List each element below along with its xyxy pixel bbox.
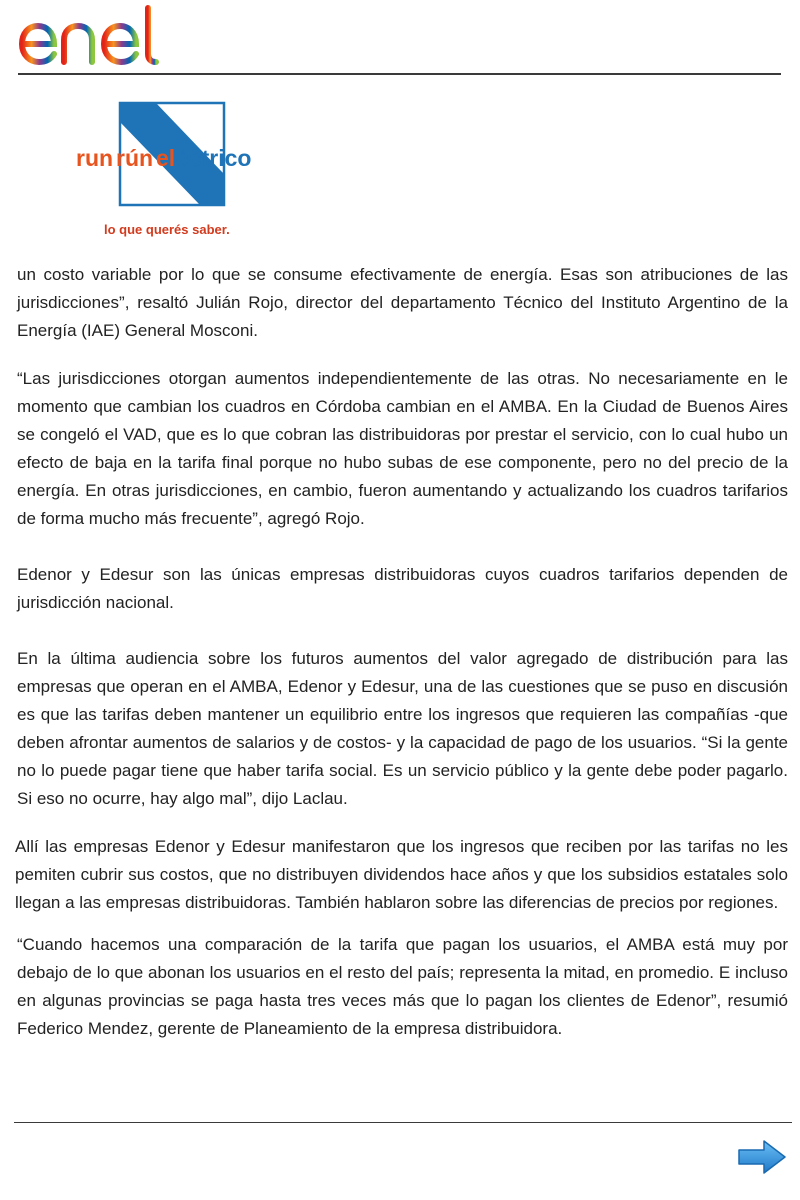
- svg-text:éctrico: éctrico: [176, 145, 252, 171]
- footer-divider: [14, 1122, 792, 1123]
- article-body: [17, 261, 788, 1043]
- article-paragraph: Allí las empresas Edenor y Edesur manifestaron que los ingresos que reciben por las tarifas no les pemiten cubrir sus costos, que no distribuyen dividendos hace años y que los subsidios estatales solo llegan a las empresas distribuidoras. También hablaron sobre las diferencias de precios por regiones.: [15, 837, 788, 912]
- runrun-logo: [70, 98, 290, 218]
- svg-text:run: run: [76, 145, 114, 171]
- svg-text:el: el: [156, 145, 176, 171]
- article-paragraph: Edenor y Edesur son las únicas empresas distribuidoras cuyos cuadros tarifarios dependen de jurisdicción nacional.: [17, 565, 788, 612]
- arrow-right-icon[interactable]: [736, 1138, 788, 1176]
- header-divider: [18, 73, 781, 75]
- article-paragraph: un costo variable por lo que se consume efectivamente de energía. Esas son atribuciones de las jurisdicciones”, resaltó Julián Rojo, director del departamento Técnico del Instituto Argentino de la Energía (IAE) General Mosconi.: [17, 265, 788, 340]
- svg-text:rún: rún: [116, 145, 154, 171]
- article-paragraph: “Las jurisdicciones otorgan aumentos independientemente de las otras. No necesariamente en le momento que cambian los cuadros en Córdoba cambian en el AMBA. En la Ciudad de Buenos Aires se congeló el VAD, que es lo que cobran las distribuidoras por prestar el servicio, con lo cual hubo un efecto de baja en la tarifa final porque no hubo subas de ese componente, pero no del precio de la energía. En otras jurisdicciones, en cambio, fueron aumentando y actualizando los cuadros tarifarios de forma mucho más frecuente”, agregó Rojo.: [17, 369, 788, 528]
- page-header: [0, 0, 800, 80]
- article-paragraph: En la última audiencia sobre los futuros aumentos del valor agregado de distribución para las empresas que operan en el AMBA, Edenor y Edesur, una de las cuestiones que se puso en discusión es que las tarifas deben mantener un equilibrio entre los ingresos que requieren las compañías -que deben afrontar aumentos de salarios y de costos- y la capacidad de pago de los usuarios. “Si la gente no lo puede pagar tiene que haber tarifa social. Es un servicio público y la gente debe poder pagarlo. Si eso no ocurre, hay algo mal”, dijo Laclau.: [17, 649, 788, 808]
- badge-tagline: lo que querés saber.: [104, 222, 230, 237]
- enel-logo: [18, 4, 180, 66]
- runrun-electrico-badge: [70, 98, 290, 246]
- article-paragraph: “Cuando hacemos una comparación de la tarifa que pagan los usuarios, el AMBA está muy por debajo de lo que abonan los usuarios en el resto del país; representa la mitad, en promedio. E incluso en algunas provincias se paga hasta tres veces más que lo pagan los clientes de Edenor”, resumió Federico Mendez, gerente de Planeamiento de la empresa distribuidora.: [17, 935, 788, 1038]
